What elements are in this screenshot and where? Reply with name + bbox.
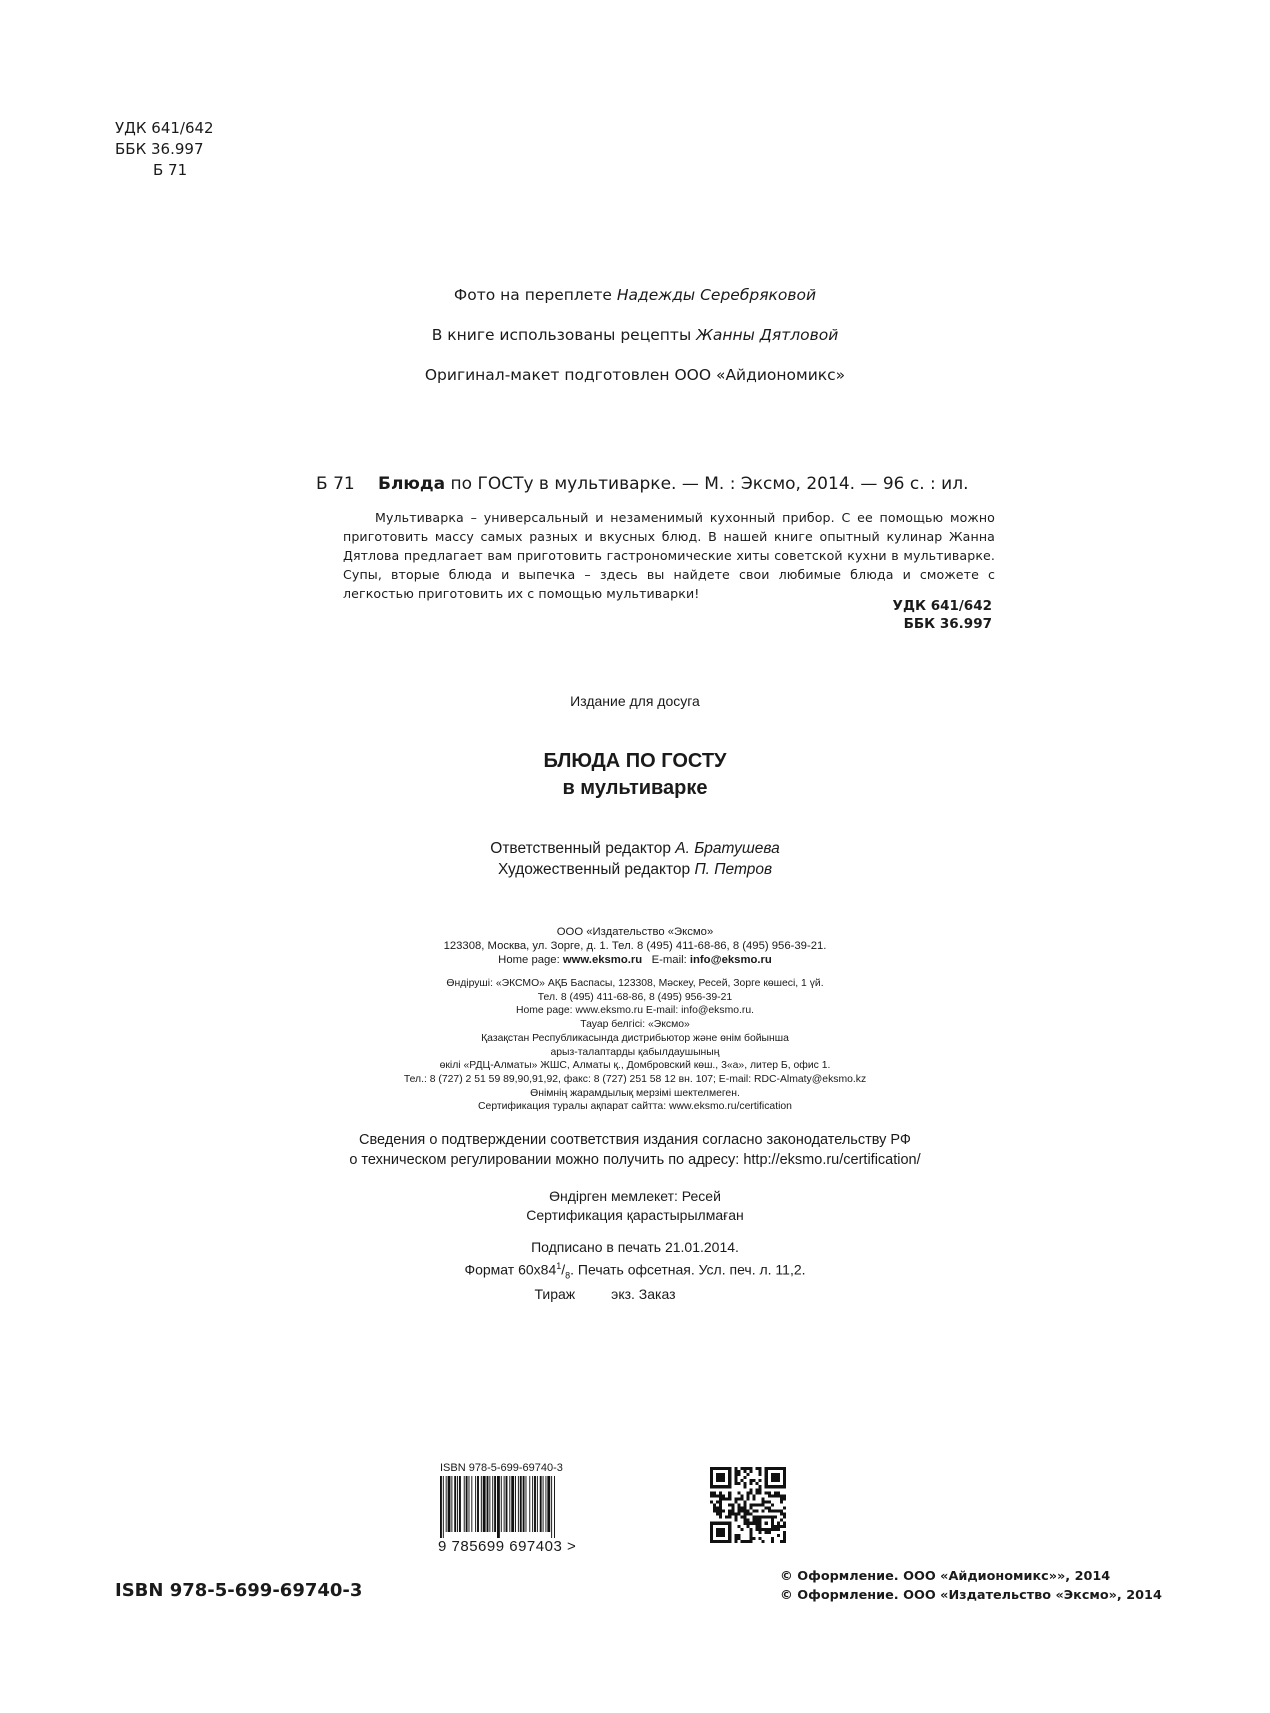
- bib-udk: УДК 641/642: [892, 598, 992, 614]
- copyright-line: © Оформление. ООО «Издательство «Эксмо», 2014: [780, 1588, 1162, 1603]
- book-title-line1: БЛЮДА ПО ГОСТУ: [543, 750, 727, 772]
- barcode-bars: [438, 1476, 598, 1538]
- kz-line: Өнімнің жарамдылық мерзімі шектелмеген.: [530, 1087, 740, 1099]
- recipes-credit: В книге использованы рецепты Жанны Дятловой: [431, 326, 839, 344]
- author-sign: Б 71: [153, 161, 188, 179]
- qr-code: [710, 1467, 786, 1543]
- kz-line: Қазақстан Республикасында дистрибьютор және өнім бойынша: [481, 1032, 789, 1044]
- book-title-line2: в мультиварке: [562, 777, 708, 799]
- udk-block-bib: [820, 597, 992, 633]
- udk-code: УДК 641/642: [115, 119, 214, 137]
- publisher-contacts: Home page: www.eksmo.ru E-mail: info@eksmo.ru: [498, 954, 772, 966]
- layout-credit: Оригинал-макет подготовлен ООО «Айдиономикс»: [424, 366, 846, 384]
- isbn-number: ISBN 978-5-699-69740-3: [115, 1580, 363, 1601]
- publisher-url[interactable]: www.eksmo.ru: [562, 954, 643, 966]
- bib-author-sign: Б 71: [316, 474, 355, 494]
- bib-title-bold: Блюда: [378, 474, 446, 494]
- kz-line: Сертификация туралы ақпарат сайтта: www.eksmo.ru/certification: [478, 1101, 792, 1113]
- publisher-address: 123308, Москва, ул. Зорге, д. 1. Тел. 8 (495) 411-68-86, 8 (495) 956-39-21.: [443, 940, 827, 952]
- kz-line: Тел.: 8 (727) 2 51 59 89,90,91,92, факс: 8 (727) 251 58 12 вн. 107; E-mail: RDC-Almaty@eksmo.kz: [403, 1073, 867, 1085]
- art-editor: Художественный редактор П. Петров: [497, 861, 773, 878]
- print-format: Формат $60x84^1/_8$. Печать офсетная. Усл. печ. л. 11,2.: [464, 1261, 806, 1281]
- book-title: [0, 748, 1270, 802]
- print-run: Тираж экз. Заказ: [534, 1286, 676, 1303]
- kz-line: Home page: www.eksmo.ru E-mail: info@eksmo.ru.: [515, 1005, 755, 1017]
- annotation: Мультиварка – универсальный и незаменимый кухонный прибор. С ее помощью можно приготовить массу самых разных и вкусных блюд. В нашей книге опытный кулинар Жанна Дятлова предлагает вам приготовить гастрономические хиты советской кухни в мультиварке. Супы, вторые блюда и выпечка – здесь вы найдете свои любимые блюда и сможете с легкостью приготовить их с помощью мультиварки!: [343, 510, 995, 601]
- chief-editor: Ответственный редактор А. Братушева: [490, 840, 780, 857]
- kz-line: Тел. 8 (495) 411-68-86, 8 (495) 956-39-21: [537, 991, 733, 1003]
- barcode-digits: 9 785699 697403 >: [438, 1538, 577, 1555]
- kz-line: Тауар белгісі: «Эксмо»: [580, 1019, 690, 1031]
- udk-block-top: [115, 118, 214, 181]
- bib-bbk: ББК 36.997: [903, 616, 992, 632]
- copyright-line: © Оформление. ООО «Айдиономикс»», 2014: [780, 1569, 1111, 1584]
- publisher-email[interactable]: info@eksmo.ru: [689, 954, 772, 966]
- edition-type: Издание для досуга: [570, 693, 700, 709]
- print-info: [0, 1238, 1270, 1304]
- kz-line: арыз-талаптарды қабылдаушының: [550, 1046, 720, 1058]
- signed-date: Подписано в печать 21.01.2014.: [531, 1239, 739, 1255]
- kz-line: өкілі «РДЦ-Алматы» ЖШС, Алматы қ., Домбровский көш., 3«а», литер Б, офис 1.: [439, 1060, 831, 1072]
- photo-credit: Фото на переплете Надежды Серебряковой: [453, 286, 817, 304]
- copyright-block: [780, 1567, 1162, 1605]
- bib-title-rest: по ГОСТу в мультиварке. — М. : Эксмо, 2014. — 96 с. : ил.: [445, 474, 969, 494]
- publisher-name: ООО «Издательство «Эксмо»: [556, 926, 714, 938]
- barcode-isbn-label: ISBN 978-5-699-69740-3: [440, 1462, 563, 1474]
- kz-line: Өндіруші: «ЭКСМО» АҚБ Баспасы, 123308, Мәскеу, Ресей, Зорге көшесі, 1 үй.: [446, 978, 824, 989]
- publisher-info: [0, 925, 1270, 967]
- isbn-barcode: [438, 1462, 598, 1555]
- kz-manufacturer-info: [0, 977, 1270, 1114]
- certification-info: Сведения о подтверждении соответствия издания согласно законодательству РФ о техническом регулировании можно получить по адресу: http://eksmo.ru/certification/: [349, 1132, 921, 1168]
- editors: [0, 838, 1270, 880]
- bib-title: [378, 474, 968, 494]
- country-info: Өндірген мемлекет: Ресей Сертификация қарастырылмаған: [526, 1188, 744, 1223]
- photo-author: Надежды Серебряковой: [616, 286, 817, 304]
- bbk-code: ББК 36.997: [115, 140, 204, 158]
- recipes-author: Жанны Дятловой: [696, 326, 839, 344]
